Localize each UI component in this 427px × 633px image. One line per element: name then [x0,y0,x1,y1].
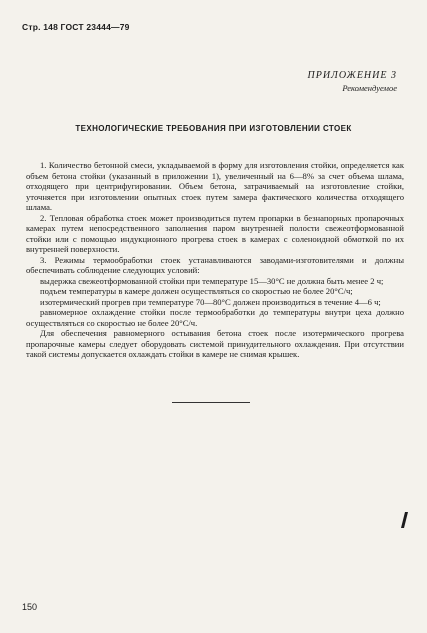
appendix-block [308,70,398,93]
paragraph-2: 2. Тепловая обработка стоек может производиться путем пропарки в безнапорных пропарочных камерах путем непосредственного заполнения паром внутренней полости свежеотформованной стойки или с помощью индукционного прогрева стоек в камерах с соленоидной обмоткой по их внутренней поверхности. [26,212,404,254]
end-divider [172,402,250,403]
body-text [26,160,404,360]
condition-item: выдержка свежеотформованной стойки при температуре 15—30°С не должна быть менее 2 ч; [40,275,384,286]
page-number: 150 [22,602,38,612]
page-header: Стр. 148 ГОСТ 23444—79 [22,22,130,32]
paragraph-cooling: Для обеспечения равномерного остывания бетона стоек после изотермического прогрева пропарочные камеры следует оборудовать системой принудительного охлаждения. При отсутствии такой системы допускается охлаждать стойки в камере не снимая крышек. [26,328,404,359]
paragraph-1: 1. Количество бетонной смеси, укладываемой в форму для изготовления стойки, определяется как объем бетона стойки (указанный в приложении 1), увеличенный на 6—8% за счет объема шлама, отходящего при центрифугировании. Объем бетона, затрачиваемый на изготовление стойки, уточняется при изготовлении опытных стоек путем замера фактического количества отходящего шлама. [26,160,404,212]
appendix-title: ПРИЛОЖЕНИЕ 3 [307,70,397,81]
condition-item: подъем температуры в камере должен осуществляться со скоростью не более 20°С/ч; [40,286,353,296]
section-title: ТЕХНОЛОГИЧЕСКИЕ ТРЕБОВАНИЯ ПРИ ИЗГОТОВЛЕНИИ СТОЕК [75,124,352,133]
appendix-subtitle: Рекомендуемое [342,83,397,93]
margin-mark [401,512,408,528]
condition-item: равномерное охлаждение стойки после термообработки до температуры внутри цеха должно осуществляться со скоростью не более 20°С/ч. [26,307,404,328]
condition-item: изотермический прогрев при температуре 70—80°С должен производиться в течение 4—6 ч; [40,296,381,307]
paragraph-3: 3. Режимы термообработки стоек устанавливаются заводами-изготовителями и должны обеспечивать соблюдение следующих условий: [26,254,404,275]
